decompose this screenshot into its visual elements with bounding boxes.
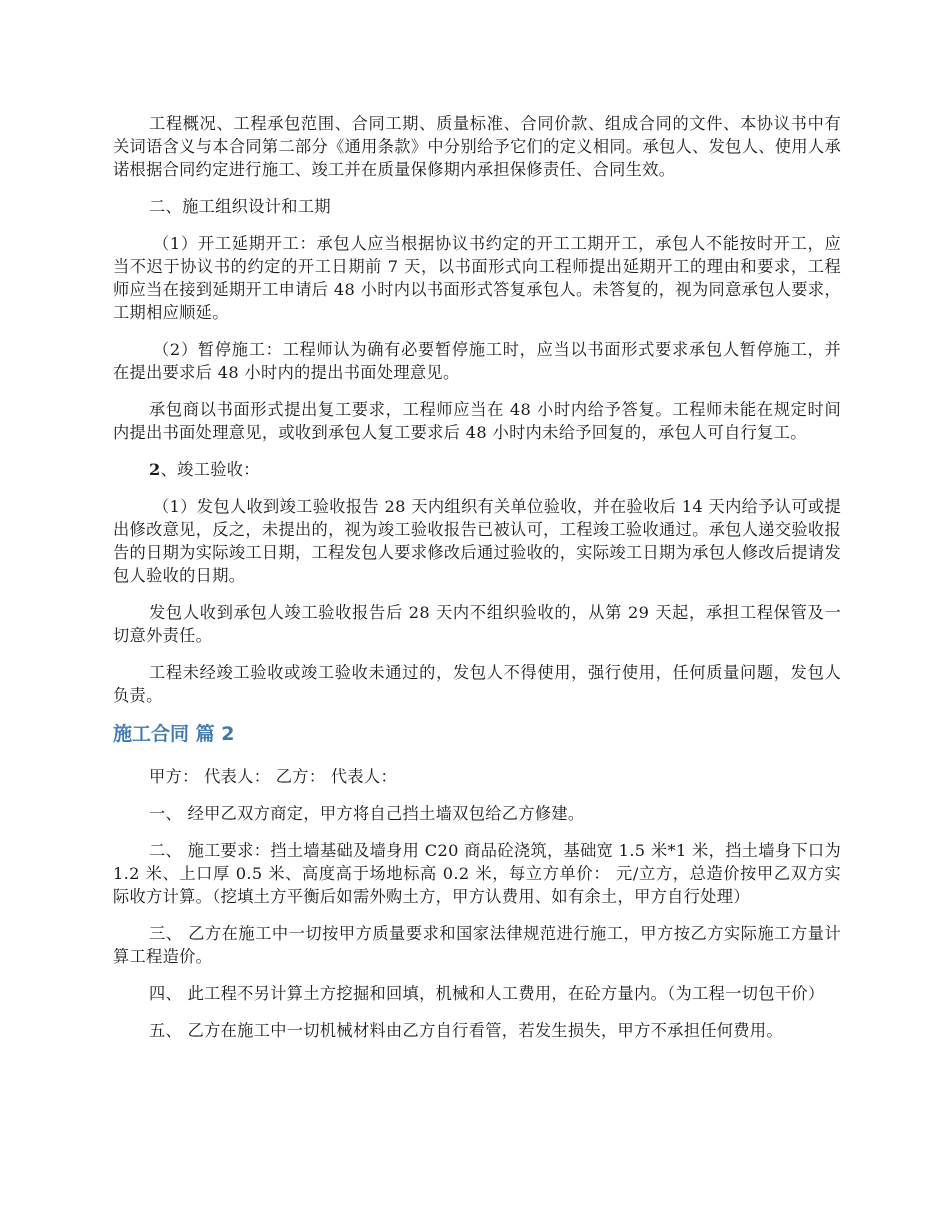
paragraph-clause-4: 四、 此工程不另计算土方挖掘和回填，机械和人工费用，在砼方量内。（为工程一切包干价）: [149, 984, 825, 1003]
paragraph-unaccepted-use: 工程未经竣工验收或竣工验收未通过的，发包人不得使用，强行使用，任何质量问题，发包人负责。: [113, 663, 841, 705]
paragraph-acceptance-process: （1）发包人收到竣工验收报告 28 天内组织有关单位验收，并在验收后 14 天内给予认可或提出修改意见，反之，未提出的，视为竣工验收报告已被认可，工程竣工验收通过。承包人递交验收报告的日期为实际竣工日期，工程发包人要求修改后通过验收的，实际竣工日期为承包人修改后提请发包人验收的日期。: [113, 497, 841, 585]
paragraph-resumption: 承包商以书面形式提出复工要求，工程师应当在 48 小时内给予答复。工程师未能在规定时间内提出书面处理意见，或收到承包人复工要求后 48 小时内未给予回复的，承包人可自行复工。: [113, 400, 841, 442]
paragraph-delayed-start: （1）开工延期开工：承包人应当根据协议书约定的开工工期开工，承包人不能按时开工，应当不迟于协议书的约定的开工日期前 7 天，以书面形式向工程师提出延期开工的理由和要求，工程师应当在接到延期开工申请后 48 小时内以书面形式答复承包人。未答复的，视为同意承包人要求，工期相应顺延。: [113, 234, 841, 322]
paragraph-clause-1: 一、 经甲乙双方商定，甲方将自己挡土墙双包给乙方修建。: [149, 804, 585, 823]
paragraph-general-terms: 工程概况、工程承包范围、合同工期、质量标准、合同价款、组成合同的文件、本协议书中有关词语含义与本合同第二部分《通用条款》中分别给予它们的定义相同。承包人、发包人、使用人承诺根据合同约定进行施工、竣工并在质量保修期内承担保修责任、合同生效。: [113, 114, 841, 179]
paragraph-clause-2: 二、 施工要求：挡土墙基础及墙身用 C20 商品砼浇筑，基础宽 1.5 米*1 米，挡土墙身下口为 1.2 米、上口厚 0.5 米、高度高于场地标高 0.2 米，每立方单价： 元/立方，总造价按甲乙双方实际收方计算。（挖填土方平衡后如需外购土方，甲方认费用、如有余土，甲方自行处理）: [113, 841, 841, 906]
paragraph-acceptance-delay: 发包人收到承包人竣工验收报告后 28 天内不组织验收的，从第 29 天起，承担工程保管及一切意外责任。: [113, 603, 841, 645]
paragraph-clause-5: 五、 乙方在施工中一切机械材料由乙方自行看管，若发生损失，甲方不承担任何费用。: [149, 1021, 783, 1040]
acceptance-title: 、竣工验收：: [160, 460, 260, 479]
acceptance-number: 2: [149, 460, 161, 479]
section-heading-contract-2: 施工合同 篇 2: [113, 723, 235, 745]
paragraph-clause-3: 三、 乙方在施工中一切按甲方质量要求和国家法律规范进行施工，甲方按乙方实际施工方量计算工程造价。: [113, 924, 841, 966]
document-body: [113, 112, 841, 1056]
paragraph-parties: 甲方： 代表人： 乙方： 代表人：: [149, 767, 398, 786]
paragraph-suspension: （2）暂停施工：工程师认为确有必要暂停施工时，应当以书面形式要求承包人暂停施工，并在提出要求后 48 小时内的提出书面处理意见。: [113, 340, 841, 382]
paragraph-completion-acceptance-heading: [113, 458, 841, 481]
paragraph-construction-schedule-heading: 二、施工组织设计和工期: [149, 197, 331, 216]
